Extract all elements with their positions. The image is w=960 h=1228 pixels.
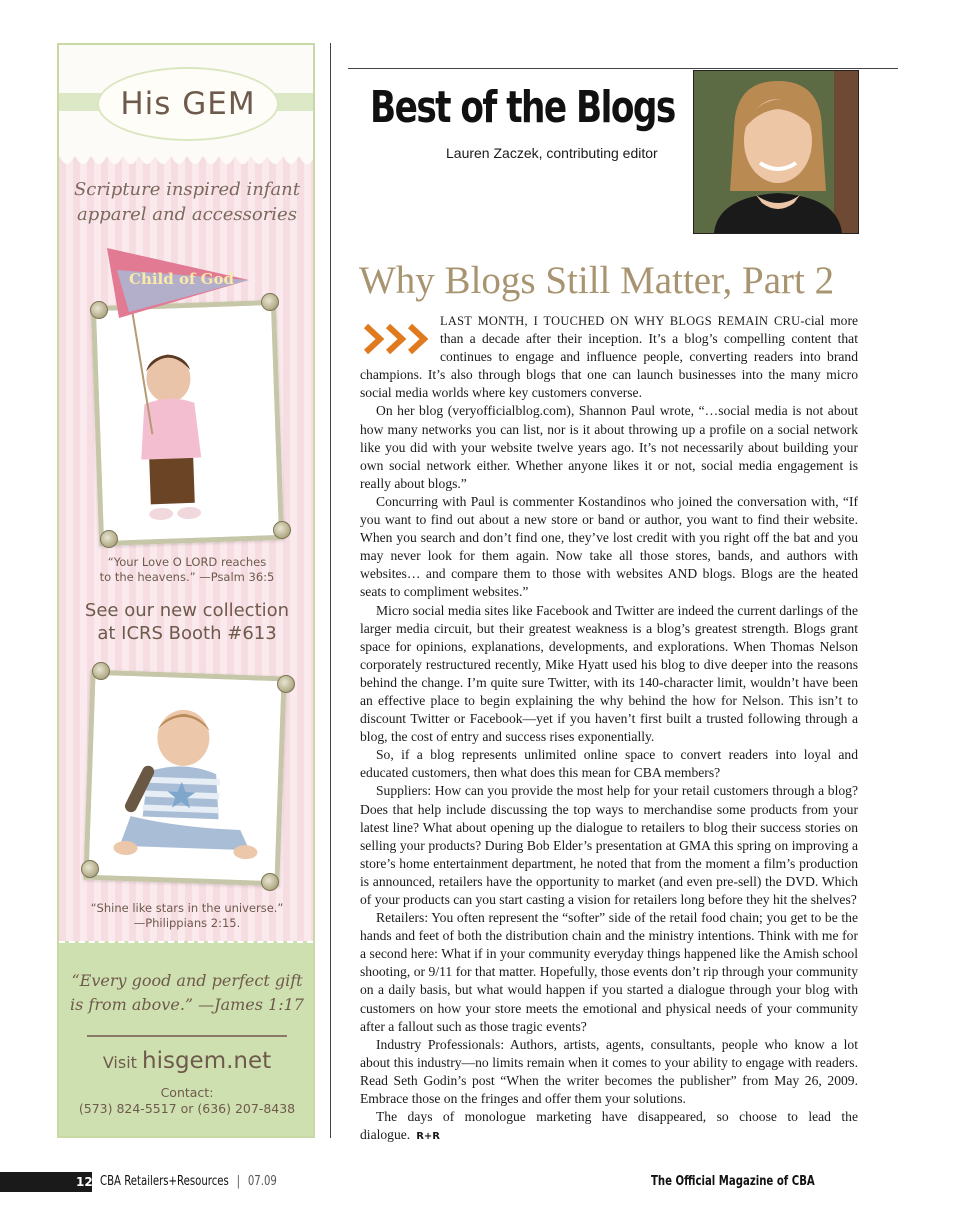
contact-phones: (573) 824-5517 or (636) 207-8438 [78,1101,296,1116]
thumbtack-icon [90,301,108,319]
thumbtack-icon [100,530,118,548]
page-number: 12 [76,1175,93,1189]
footer-publication [100,1174,277,1189]
james-quote-line1: “Every good and perfect gift [71,971,303,990]
thumbtack-icon [261,293,279,311]
scalloped-edge [59,155,313,173]
lead-smallcaps: LAST MONTH, I TOUCHED ON WHY BLOGS REMAIN CRU- [440,314,805,328]
body-paragraph: So, if a blog represents unlimited online space to convert readers into loyal and educated customers, then what does this mean for CBA members? [360,747,858,781]
author-portrait [694,71,858,233]
visit-label: Visit [102,1053,137,1072]
closing-paragraph [360,1108,858,1146]
psalm-quote-line1: “Your Love O LORD reaches [107,555,267,569]
collection-announcement [65,599,309,645]
footer-tagline: The Official Magazine of CBA [651,1174,815,1189]
philippians-quote-line2: —Philippians 2:15. [133,916,241,930]
byline: Lauren Zaczek, contributing editor [446,145,658,161]
end-mark: R+R [416,1131,440,1143]
baby-illustration [89,675,282,881]
collection-line2: at ICRS Booth #613 [97,623,277,644]
website-link[interactable]: hisgem.net [142,1048,272,1074]
pennant-text: Child of God [129,270,234,288]
contact-info [63,1085,311,1117]
body-paragraph: Suppliers: How can you provide the most help for your retail customers through a blog? Does that help include discussing the top ways to merchandise some products from your latest line? What about opening up the dialogue to retailers to blog their success stories on selling your products? During Bob Elder’s presentation at GMA this spring on improving a store’s home entertainment department, he noted that from the moment a film’s production is announced, retailers have the opportunity to market (and even pre-sell) the DVD. Which of your products can you start casting a vision for retailers long before they hit the shelves? [360,783,858,907]
hisgem-logo [97,67,279,141]
column-divider [330,43,331,1138]
visit-website [63,1048,311,1074]
body-paragraph: Concurring with Paul is commenter Kostandinos who joined the conversation with, “If you want to find out about a new store or band or author, you want to find their website. When you search and don’t find one, they’ve lost credit with you right off the bat and you may never look for them again. Now take all those stores, bands, and authors with websites… and compare them to those with websites AND blogs. Blogs are the heated seats to compliment websites.” [360,493,858,600]
footer-separator: | [236,1174,241,1189]
contact-label: Contact: [160,1085,214,1100]
toddler-photo [91,300,284,546]
psalm-quote-line2: to the heavens.” —Psalm 36:5 [99,570,275,584]
ad-header [59,45,313,157]
james-quote-line2: is from above.” —James 1:17 [70,995,304,1014]
psalm-quote [67,555,307,585]
thumbtack-icon [81,860,99,878]
body-paragraph: On her blog (veryofficialblog.com), Shannon Paul wrote, “…social media is not about how many networks you can list, nor is it about throwing up a profile on a social network like you did with your website twelve years ago. It’s not necessarily about building your own social network either. Whether anyone likes it or not, social media engagement is really about blogs.” [360,403,858,491]
section-title: Best of the Blogs [370,82,675,133]
james-quote [65,969,309,1017]
ad-divider [87,1035,287,1037]
closing-text: The days of monologue marketing have disappeared, so choose to lead the dialogue. [360,1109,858,1143]
philippians-quote [67,901,307,931]
collection-line1: See our new collection [84,600,290,621]
thumbtack-icon [277,675,295,693]
child-of-god-pennant [99,240,259,330]
author-photo [693,70,859,234]
thumbtack-icon [273,521,291,539]
thumbtack-icon [261,873,279,891]
issue-date: 07.09 [247,1174,277,1189]
hisgem-advertisement [57,43,315,1138]
ad-tagline: Scripture inspired infant apparel and accessories [73,179,301,225]
chevron-icon [360,312,440,358]
article-headline: Why Blogs Still Matter, Part 2 [359,259,835,302]
thumbtack-icon [92,662,110,680]
publication-name: CBA Retailers+Resources [100,1174,229,1189]
header-rule [348,68,898,69]
brand-name: His GEM [120,86,256,122]
body-paragraph: Micro social media sites like Facebook and Twitter are indeed the current darlings of the larger media circuit, but their greatest weakness is a blog’s greatest strength. Blogs grant space for opinions, explanations, developments, and explorations. When Thomas Nelson corporately restructured recently, Mike Hyatt used his blog to dive deeper into the reasons behind the change. I’m quite sure Twitter, with its 140-character limit, wouldn’t have been an effective place to begin explaining the why behind the how for Nelson. This isn’t to discount Twitter or Facebook—yet if you haven’t first built a trusted following through a blog, the cost of entry and success rises exponentially. [360,602,858,745]
toddler-illustration [96,305,279,541]
baby-photo [83,670,286,887]
body-paragraph: Retailers: You often represent the “softer” side of the retail food chain; you get to be the hands and feet of both the distribution chain and the ministry intentions. Think with me for a second here: What if in your community everyday things happened like the Amish school shooting, or 9/11 for that matter. Hopefully, those events don’t rip through your community on a daily basis, but what would happen if you started a dialogue through your blog with customers on how your store meets the emotional and physical needs of your community after a fallout such as those tragic events? [360,910,858,1034]
lead-rest: cial more than a decade after their inception. It’s a blog’s compelling content that continues to engage and influence people, converting readers into brand champions. It’s also through blogs that one can launch businesses into the many micro social media worlds where key customers converse. [360,313,858,401]
philippians-quote-line1: “Shine like stars in the universe.” [90,901,284,915]
article-body [360,312,858,1146]
body-paragraph: Industry Professionals: Authors, artists, agents, consultants, people who know a lot about this industry—no limits remain when it comes to your ability to engage with readers. Read Seth Godin’s post “When the writer becomes the publisher” from May 26, 2009. Embrace those on the fringes and offer them your solutions. [360,1036,858,1107]
